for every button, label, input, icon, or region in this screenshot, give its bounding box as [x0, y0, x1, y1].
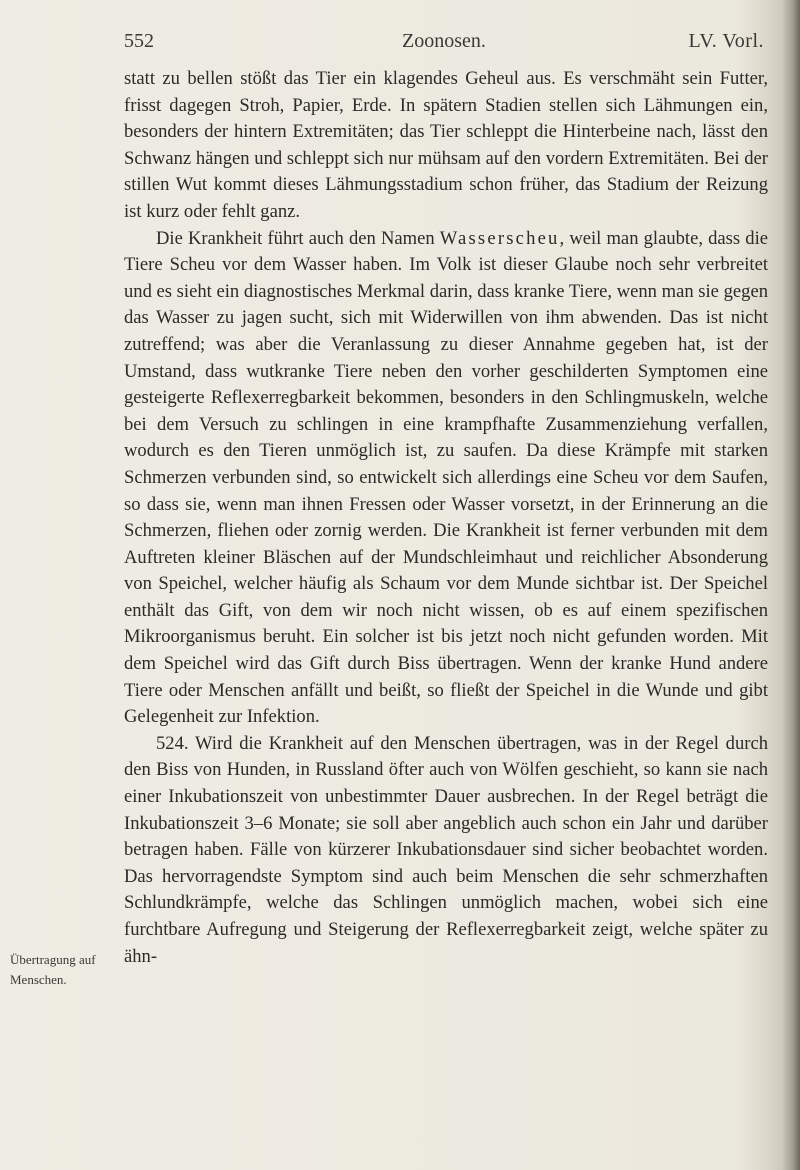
paragraph-3-text: Wird die Krankheit auf den Menschen übertragen, was in der Regel durch den Biss von Hunden, in Russland öfter auch von Wölfen geschieht, so kann sie nach einer Inkubationszeit von unbestimmter Dauer ausbrechen. In der Regel beträgt die Inkubationszeit 3–6 Monate; sie soll aber angeblich auch schon ein Jahr und darüber betragen haben. Fälle von kürzerer Inkubationsdauer sind sicher beobachtet worden. Das hervorragendste Symptom sind auch beim Menschen die sehr schmerzhaften Schlundkrämpfe, welche das Schlingen unmöglich machen, wobei sich eine furchtbare Aufregung und Steigerung der Reflexerregbarkeit zeigt, welche später zu ähn-: [124, 732, 768, 967]
paragraph-1: statt zu bellen stößt das Tier ein klagendes Geheul aus. Es verschmäht sein Futter, frisst dagegen Stroh, Papier, Erde. In spätern Stadien stellen sich Lähmungen ein, besonders der hintern Extremitäten; das Tier schleppt die Hinterbeine nach, lässt den Schwanz hängen und schleppt sich nur mühsam auf den vordern Extremitäten. Bei der stillen Wut kommt dieses Lähmungsstadium schon früher, das Stadium der Reizung ist kurz oder fehlt ganz.: [124, 68, 768, 222]
page-number: 552: [124, 30, 154, 52]
running-title: Zoonosen.: [402, 30, 486, 52]
term-wasserscheu: Wasserscheu: [439, 227, 560, 249]
paragraph-2-before: Die Krankheit führt auch den Namen: [156, 227, 440, 249]
section-label: LV. Vorl.: [688, 30, 764, 52]
paragraph-2-after: , weil man glaubte, dass die Tiere Scheu vor dem Wasser haben. Im Volk ist dieser Glaube noch sehr verbreitet und es sieht ein diagnostisches Merkmal darin, dass kranke Tiere, wenn man sie gegen das Wasser zu jagen sucht, sich mit Widerwillen von ihm abwenden. Das ist nicht zutreffend; was aber die Veranlassung zu dieser Annahme gegeben hat, ist der Umstand, dass wutkranke Tiere neben den vorher geschilderten Symptomen eine gesteigerte Reflexerregbarkeit bekommen, besonders in den Schlingmuskeln, welche bei dem Versuch zu schlingen in eine krampfhafte Zusammenziehung verfallen, wodurch es den Tieren unmöglich ist, zu saufen. Da diese Krämpfe mit starken Schmerzen verbunden sind, so entwickelt sich allerdings eine Scheu vor dem Saufen, so dass sie, wenn man ihnen Fressen oder Wasser vorsetzt, in der Erinnerung an die Schmerzen, fliehen oder zornig werden. Die Krankheit ist ferner verbunden mit dem Auftreten kleiner Bläschen auf der Mundschleimhaut und reichlicher Absonderung von Speichel, welcher häufig als Schaum vor dem Munde sichtbar ist. Der Speichel enthält das Gift, von dem wir noch nicht wissen, ob es auf einem spezifischen Mikroorganismus beruht. Ein solcher ist bis jetzt noch nicht gefunden worden. Mit dem Speichel wird das Gift durch Biss übertragen. Wenn der kranke Hund andere Tiere oder Menschen anfällt und beißt, so fließt der Speichel in die Wunde und gibt Gelegenheit zur Infektion.: [124, 227, 768, 728]
paragraph-2: [124, 226, 768, 731]
body-text: [124, 66, 768, 970]
section-number: 524.: [156, 732, 189, 754]
page-edge-shadow: [782, 0, 800, 1170]
running-header: [124, 30, 764, 58]
paragraph-3: [124, 731, 768, 970]
margin-note: Übertragung auf Menschen.: [10, 952, 96, 987]
